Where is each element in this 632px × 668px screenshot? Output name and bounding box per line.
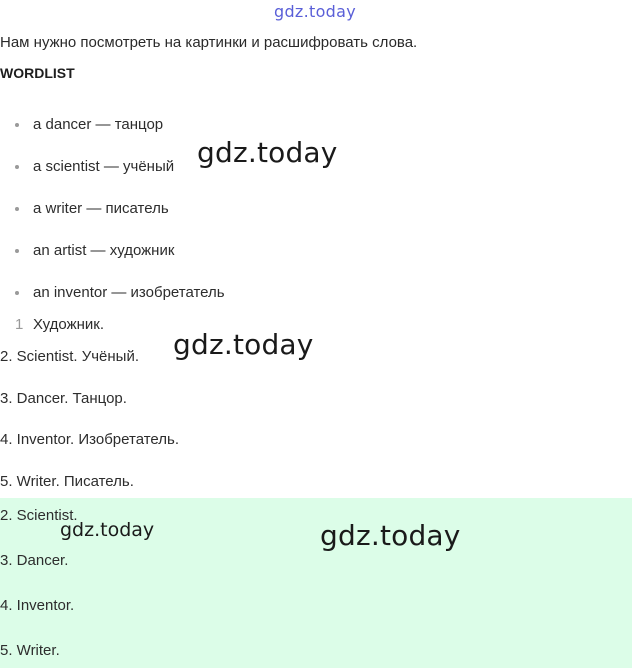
numbered-item: 4. Inventor. Изобретатель. (0, 431, 179, 448)
list-item-text: an artist — художник (33, 242, 175, 259)
answer-item: 3. Dancer. (0, 552, 69, 569)
numbered-item: 2. Scientist. Учёный. (0, 348, 139, 365)
intro-text: Нам нужно посмотреть на картинки и расшифровать слова. (0, 34, 418, 51)
list-item-text: an inventor — изобретатель (33, 284, 225, 301)
list-item (15, 284, 225, 301)
bullet-icon (15, 207, 19, 211)
bullet-icon (15, 165, 19, 169)
bullet-icon (15, 249, 19, 253)
numbered-item (15, 316, 104, 333)
bullet-icon (15, 291, 19, 295)
watermark-overlay: gdz.today (320, 519, 461, 552)
answer-item: 2. Scientist. (0, 507, 78, 524)
answer-item: 4. Inventor. (0, 597, 75, 614)
watermark-overlay: gdz.today (173, 328, 314, 361)
list-item-text: a writer — писатель (33, 200, 169, 217)
item-number: 1 (15, 316, 24, 333)
list-item (15, 116, 163, 133)
list-item (15, 200, 169, 217)
watermark-overlay: gdz.today (197, 136, 338, 169)
watermark-overlay: gdz.today (60, 519, 155, 541)
wordlist-heading: WORDLIST (0, 65, 75, 81)
list-item (15, 158, 174, 175)
bullet-icon (15, 123, 19, 127)
numbered-item: 3. Dancer. Танцор. (0, 390, 127, 407)
list-item-text: a scientist — учёный (33, 158, 175, 175)
list-item-text: a dancer — танцор (33, 116, 164, 133)
list-item (15, 242, 174, 259)
answer-item: 5. Writer. (0, 642, 60, 659)
item-text: Художник. (33, 316, 105, 333)
numbered-item: 5. Writer. Писатель. (0, 473, 134, 490)
watermark-top: gdz.today (274, 2, 356, 21)
